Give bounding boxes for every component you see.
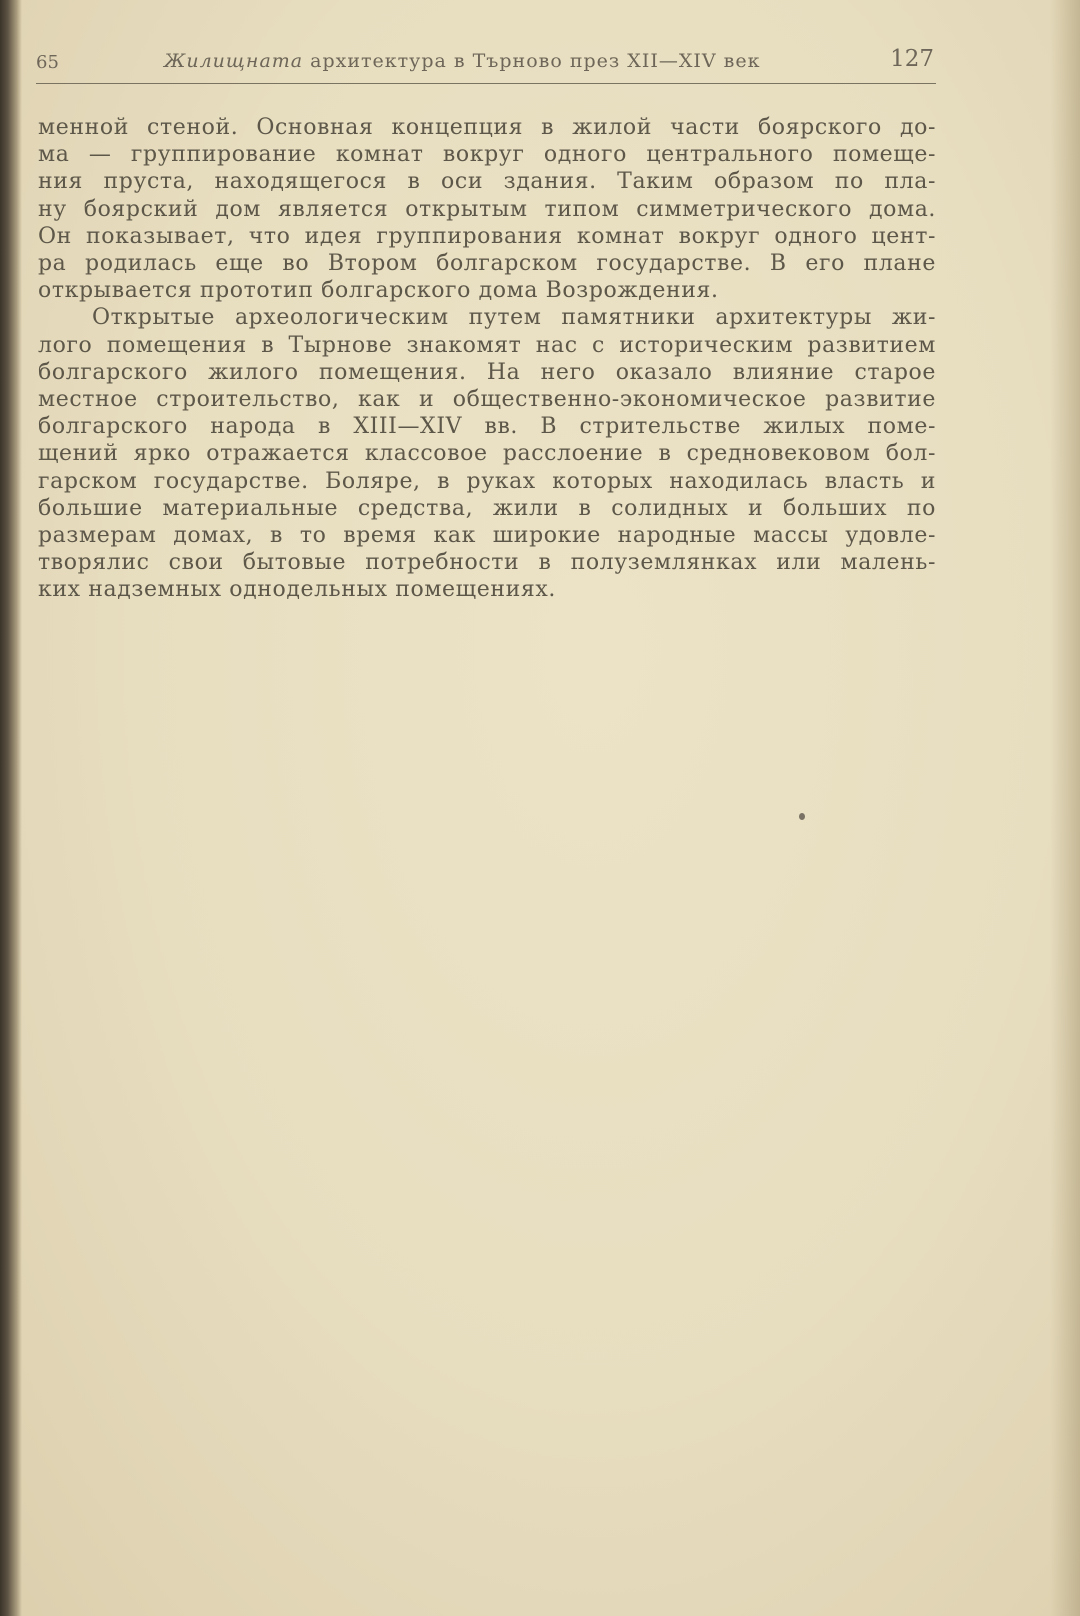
text-line: болгарского жилого помещения. На него оказало влияние старое [38,359,936,385]
running-title-lead: Жилищната [164,50,304,72]
text-line: Он показывает, что идея группирования комнат вокруг одного цент- [38,223,936,249]
text-line: ра родилась еще во Втором болгарском государстве. В его плане [38,251,936,277]
text-line: менной стеной. Основная концепция в жилой части боярского до- [38,115,936,140]
text-line: болгарского народа в XIII—XIV вв. В стрительстве жилых поме- [38,414,936,440]
text-line: щений ярко отражается классовое расслоение в средновековом бол- [38,441,936,467]
original-page-number: 65 [36,52,59,73]
text-line: лого помещения в Тырнове знакомят нас с историческим развитием [38,332,936,358]
text-line: творялис свои бытовые потребности в полуземлянках или малень- [38,550,936,576]
running-title [164,50,760,72]
text-line: ну боярский дом является открытым типом симметрического дома. [38,196,936,222]
body-text [38,114,936,604]
page-edge-shading [1050,0,1080,1616]
text-line: ких надземных однодельных помещениях. [38,577,556,603]
header-rule [36,83,936,84]
text-line: местное строительство, как и общественно-экономическое развитие [38,387,936,413]
ink-speck [799,813,805,820]
text-line: Открытые археологическим путем памятники архитектуры жи- [92,305,936,331]
running-title-rest: архитектура в Търново през XII—XIV век [310,50,761,72]
text-line: большие материальные средства, жили в солидных и больших по [38,495,936,521]
page-number: 127 [890,46,934,72]
text-line: ма — группирование комнат вокруг одного центрального помеще- [38,142,936,168]
text-line: открывается прототип болгарского дома Возрождения. [38,278,719,304]
text-line: гарском государстве. Боляре, в руках которых находилась власть и [38,468,936,494]
paragraph-1 [38,114,936,304]
paragraph-2 [38,304,936,603]
binding-shadow [0,0,22,1616]
text-line: ния пруста, находящегося в оси здания. Таким образом по пла- [38,169,936,195]
running-head [36,46,936,82]
text-line: размерам домах, в то время как широкие народные массы удовле- [38,523,936,549]
